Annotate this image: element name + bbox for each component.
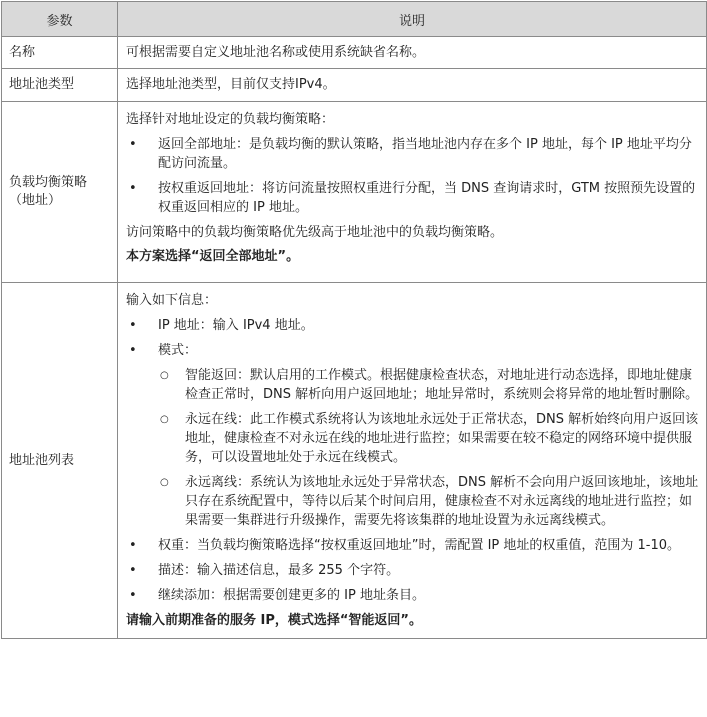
pool-ip: IP 地址：输入 IPv4 地址。 bbox=[158, 318, 314, 333]
table-header-row bbox=[2, 2, 707, 37]
key-lb-policy bbox=[2, 102, 118, 283]
list-item bbox=[126, 536, 699, 555]
bullet-icon: • bbox=[129, 181, 137, 196]
key-name: 名称 bbox=[2, 37, 118, 69]
value-lb-policy bbox=[118, 102, 707, 283]
table-row bbox=[2, 283, 707, 639]
header-param: 参数 bbox=[2, 2, 118, 37]
mode-online: 永远在线：此工作模式系统将认为该地址永远处于正常状态，DNS 解析始终向用户返回该地址，健康检查不对永远在线的地址进行监控；如果需要在较不稳定的网络环境中提供服务，可以设置地址处于永远在线模式。 bbox=[185, 412, 699, 465]
bullet-icon: • bbox=[129, 588, 137, 603]
lb-note: 访问策略中的负载均衡策略优先级高于地址池中的负载均衡策略。 bbox=[126, 225, 504, 240]
lb-intro: 选择针对地址设定的负载均衡策略： bbox=[126, 112, 335, 127]
bullet-icon: • bbox=[129, 137, 137, 152]
bullet-icon: • bbox=[129, 538, 137, 553]
list-item bbox=[126, 179, 699, 217]
table-row bbox=[2, 37, 707, 69]
bullet-icon: • bbox=[129, 563, 137, 578]
pool-bold-note: 请输入前期准备的服务 IP，模式选择“智能返回”。 bbox=[126, 613, 422, 628]
mode-list bbox=[158, 366, 699, 530]
bullet-icon: • bbox=[129, 318, 137, 333]
list-item bbox=[126, 316, 699, 335]
key-pool-list: 地址池列表 bbox=[2, 283, 118, 639]
list-item bbox=[126, 135, 699, 173]
circle-bullet-icon: ○ bbox=[160, 370, 169, 381]
key-type: 地址池类型 bbox=[2, 69, 118, 102]
lb-bold-note: 本方案选择“返回全部地址”。 bbox=[126, 249, 300, 264]
lb-item-weight: 按权重返回地址：将访问流量按照权重进行分配，当 DNS 查询请求时，GTM 按照预先设置的权重返回相应的 IP 地址。 bbox=[158, 181, 696, 215]
lb-item-all: 返回全部地址：是负载均衡的默认策略，指当地址池内存在多个 IP 地址，每个 IP 地址平均分配访问流量。 bbox=[158, 137, 692, 171]
key-lb-line1: 负载均衡策略 bbox=[9, 175, 88, 190]
key-lb-line2: （地址） bbox=[9, 193, 62, 208]
pool-desc: 描述：输入描述信息，最多 255 个字符。 bbox=[158, 563, 400, 578]
value-type: 选择地址池类型，目前仅支持IPv4。 bbox=[118, 69, 707, 102]
circle-bullet-icon: ○ bbox=[160, 414, 169, 425]
parameter-table bbox=[1, 1, 707, 639]
list-item bbox=[158, 410, 699, 467]
lb-list bbox=[126, 135, 699, 217]
circle-bullet-icon: ○ bbox=[160, 477, 169, 488]
list-item bbox=[158, 473, 699, 530]
list-item bbox=[126, 586, 699, 605]
pool-list bbox=[126, 316, 699, 605]
pool-intro: 输入如下信息： bbox=[126, 293, 218, 308]
mode-smart: 智能返回：默认启用的工作模式。根据健康检查状态，对地址进行动态选择，即地址健康检查正常时，DNS 解析向用户返回地址；地址异常时，系统则会将异常的地址暂时删除。 bbox=[185, 368, 699, 402]
value-pool-list bbox=[118, 283, 707, 639]
list-item bbox=[158, 366, 699, 404]
value-name: 可根据需要自定义地址池名称或使用系统缺省名称。 bbox=[118, 37, 707, 69]
mode-offline: 永远离线：系统认为该地址永远处于异常状态，DNS 解析不会向用户返回该地址，该地址只存在系统配置中，等待以后某个时间启用，健康检查不对永远离线的地址进行监控；如果需要一集群进行升级操作，需要先将该集群的地址设置为永远离线模式。 bbox=[185, 475, 699, 528]
list-item bbox=[126, 341, 699, 530]
bullet-icon: • bbox=[129, 343, 137, 358]
table-row bbox=[2, 102, 707, 283]
pool-continue: 继续添加：根据需要创建更多的 IP 地址条目。 bbox=[158, 588, 425, 603]
table-row bbox=[2, 69, 707, 102]
header-desc: 说明 bbox=[118, 2, 707, 37]
list-item bbox=[126, 561, 699, 580]
pool-weight: 权重：当负载均衡策略选择“按权重返回地址”时，需配置 IP 地址的权重值，范围为 1-10。 bbox=[158, 538, 681, 553]
pool-mode: 模式： bbox=[158, 343, 198, 358]
